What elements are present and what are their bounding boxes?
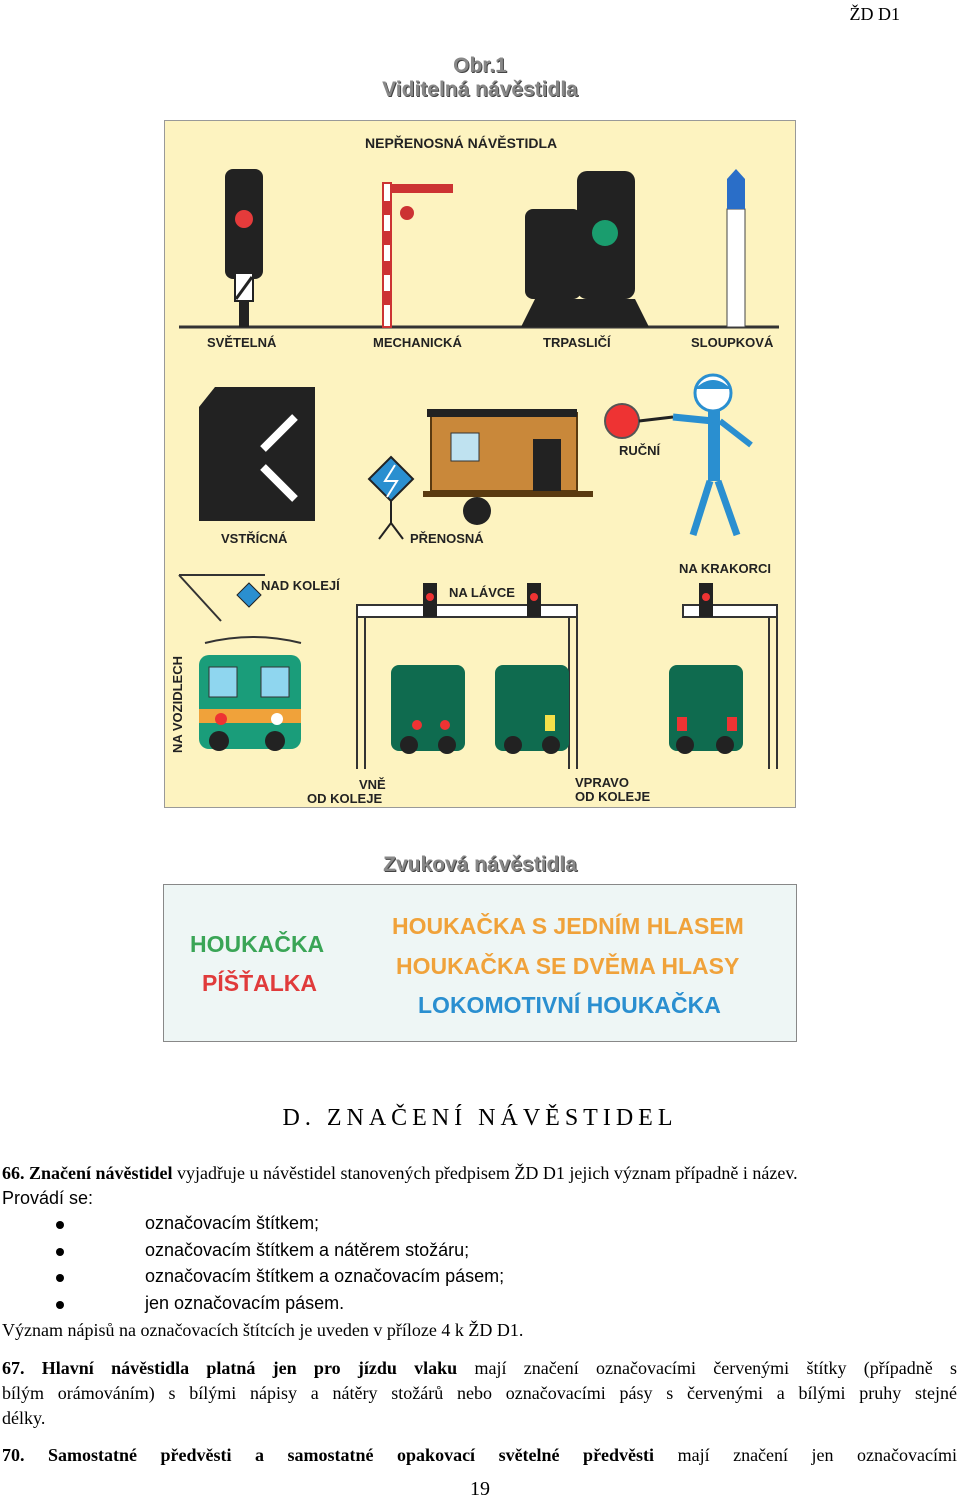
- paragraph-66-term: 66. Značení návěstidel: [2, 1163, 173, 1183]
- label-over-track: NAD KOLEJÍ: [261, 578, 340, 593]
- opposing-signal-drawing: [199, 387, 315, 521]
- label-right-of-track-2: OD KOLEJE: [575, 789, 651, 804]
- label-on-bracket: NA KRAKORCI: [679, 561, 771, 576]
- label-outside-track-2: OD KOLEJE: [307, 791, 383, 806]
- paragraph-66-after: Význam nápisů na označovacích štítcích je uveden v příloze 4 k ŽD D1.: [2, 1320, 524, 1340]
- list-item-text: jen označovacím pásem.: [145, 1292, 345, 1313]
- label-opposing-signal: VSTŘÍCNÁ: [221, 531, 288, 546]
- document-code: ŽD D1: [849, 4, 900, 24]
- label-light-signal: SVĚTELNÁ: [207, 335, 277, 350]
- paragraph-66-text: vyjadřuje u návěstidel stanovených předpisem ŽD D1 jejich význam případně i název.: [172, 1163, 798, 1183]
- mechanical-signal-drawing: [383, 183, 453, 327]
- paragraph-67-line2: bílým orámováním) s bílými nápisy a nátěry stožárů nebo označovacími pásy s červenými a bílými pruhy stejné: [2, 1383, 957, 1403]
- sound-signals-figure: [163, 884, 797, 1042]
- sound-item-whistle: PÍŠŤALKA: [202, 970, 317, 996]
- bullet-icon: [56, 1301, 64, 1309]
- list-item-text: označovacím štítkem;: [145, 1213, 320, 1233]
- label-outside-track-1: VNĚ: [359, 777, 386, 792]
- paragraph-66-line1: [2, 1161, 957, 1186]
- paragraph-70-line1: [2, 1443, 957, 1468]
- paragraph-70-term: 70. Samostatné předvěsti a samostatné opakovací světelné předvěsti: [2, 1445, 655, 1465]
- label-mechanical-signal: MECHANICKÁ: [373, 335, 462, 350]
- section-heading: D. ZNAČENÍ NÁVĚSTIDEL: [282, 1105, 678, 1131]
- dwarf-signal-drawing: [521, 171, 649, 327]
- wagon-cabin-drawing: [423, 409, 593, 525]
- label-dwarf-signal: TRPASLIČÍ: [543, 335, 611, 350]
- post-signal-drawing: [727, 169, 745, 327]
- label-fixed-signals: NEPŘENOSNÁ NÁVĚSTIDLA: [365, 135, 558, 151]
- sound-item-locomotive-horn: LOKOMOTIVNÍ HOUKAČKA: [418, 992, 721, 1018]
- list-item-text: označovacím štítkem a označovacím pásem;: [145, 1266, 505, 1286]
- wagons-drawing: [391, 665, 743, 754]
- figure-title: Viditelná návěstidla: [382, 78, 578, 101]
- sound-item-horn-two-tone: HOUKAČKA SE DVĚMA HLASY: [396, 953, 740, 979]
- overhead-signal-drawing: [179, 575, 265, 621]
- label-right-of-track-1: VPRAVO: [575, 775, 629, 790]
- sound-item-horn-one-tone: HOUKAČKA S JEDNÍM HLASEM: [392, 913, 744, 939]
- paragraph-67-term: 67. Hlavní návěstidla platná jen pro jízdu vlaku: [2, 1358, 458, 1378]
- portable-signal-drawing: [369, 457, 413, 539]
- label-post-signal: SLOUPKOVÁ: [691, 335, 774, 350]
- label-hand-signal: RUČNÍ: [619, 443, 661, 458]
- paragraph-67-line3: délky.: [2, 1408, 46, 1428]
- sound-figure-title: Zvuková návěstidla: [383, 853, 577, 876]
- bullet-icon: [56, 1221, 64, 1229]
- signals-illustration: [165, 121, 795, 807]
- light-signal-drawing: [225, 169, 263, 327]
- label-on-gantry: NA LÁVCE: [449, 585, 515, 600]
- paragraph-67-text: mají značení označovacími červenými štítky (případně s: [457, 1358, 958, 1378]
- paragraph-70-text: mají značení jen označovacími: [654, 1445, 958, 1465]
- sound-item-horn: HOUKAČKA: [190, 931, 325, 957]
- bullet-icon: [56, 1274, 64, 1282]
- paragraph-66-line2: Provádí se:: [2, 1188, 94, 1208]
- label-portable-signal: PŘENOSNÁ: [410, 531, 484, 546]
- paragraph-67-line1: [2, 1356, 957, 1381]
- label-on-vehicles: NA VOZIDLECH: [170, 655, 186, 754]
- page-number: 19: [470, 1478, 490, 1500]
- bullet-icon: [56, 1248, 64, 1256]
- locomotive-drawing: [199, 637, 301, 751]
- list-item-text: označovacím štítkem a nátěrem stožáru;: [145, 1239, 470, 1260]
- visual-signals-figure: [164, 120, 796, 808]
- figure-number: Obr.1: [453, 54, 507, 77]
